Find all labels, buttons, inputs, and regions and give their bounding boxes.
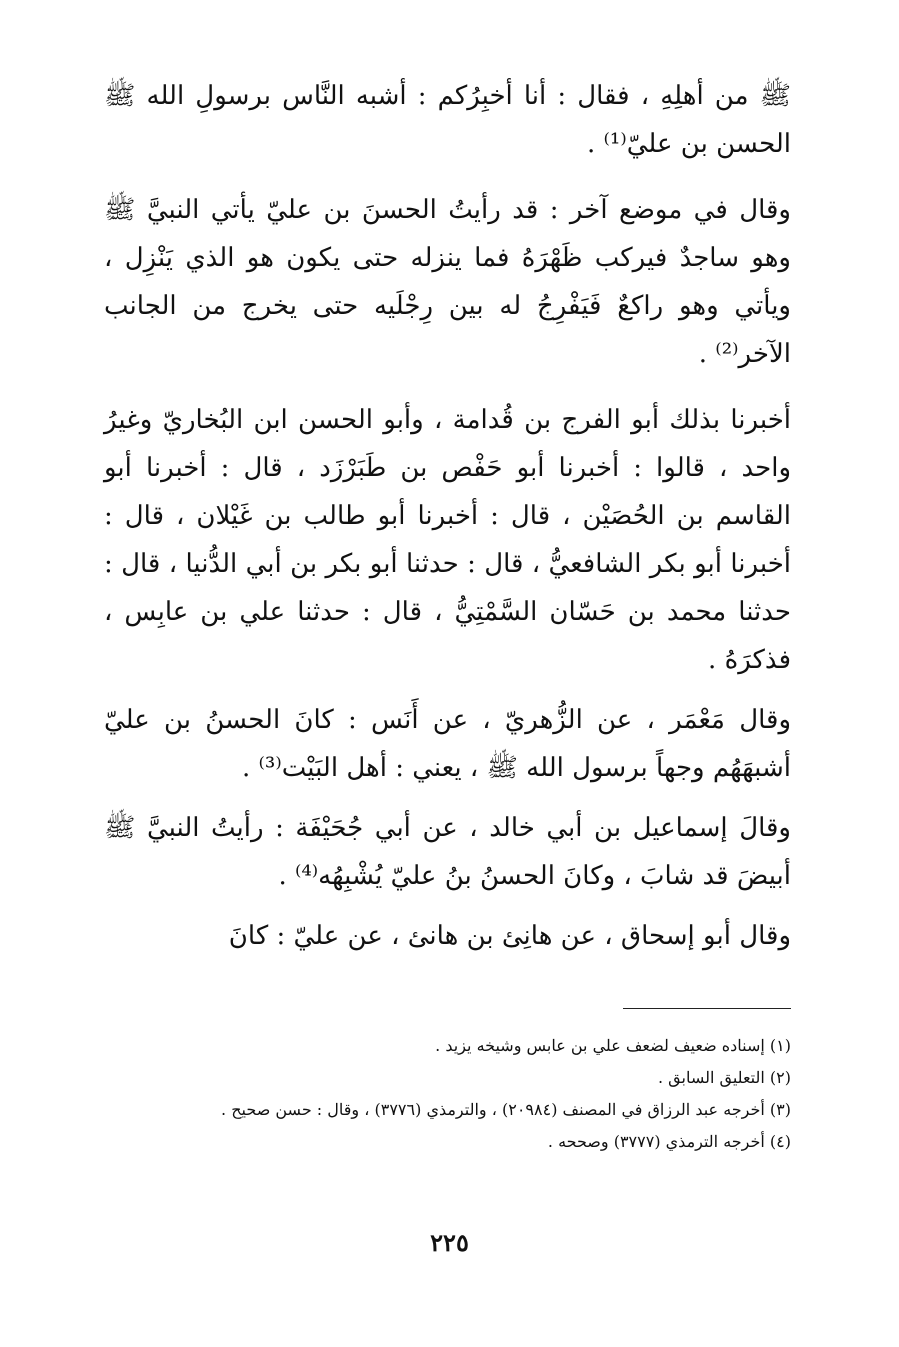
paragraph: وقال أبو إسحاق ، عن هانِئ بن هانئ ، عن عليّ : كانَ bbox=[228, 921, 791, 951]
paragraph: أخبرنا بذلك أبو الفرج بن قُدامة ، وأبو الحسن ابن البُخاريّ وغيرُ واحد ، قالوا : أخبرنا أبو حَفْص بن طَبَرْزَد ، قال : أخبرنا أبو القاسم بن الحُصَيْن ، قال : أخبرنا أبو طالب بن غَيْلان ، قال : أخبرنا أبو بكر الشافعيُّ ، قال : حدثنا أبو بكر بن أبي الدُّنيا ، قال : حدثنا محمد بن حَسّان السَّمْتِيُّ ، قال : حدثنا علي بن عابِس ، فذكرَهُ . bbox=[104, 405, 791, 675]
footnote: (٢) التعليق السابق . bbox=[657, 1068, 791, 1087]
footnote-divider bbox=[623, 1008, 791, 1009]
paragraph: ﷺ من أهلِهِ ، فقال : أنا أخبِرُكم : أشبه النَّاس برسولِ الله ﷺ الحسن بن عليّ⁽¹⁾ . bbox=[104, 81, 791, 159]
footnote: (٤) أخرجه الترمذي (٣٧٧٧) وصححه . bbox=[547, 1132, 791, 1151]
main-text bbox=[104, 72, 791, 960]
footnotes bbox=[104, 1032, 791, 1160]
footnote: (١) إسناده ضعيف لضعف علي بن عابس وشيخه يزيد . bbox=[435, 1036, 791, 1055]
footnote: (٣) أخرجه عبد الرزاق في المصنف (٢٠٩٨٤) ، والترمذي (٣٧٧٦) ، وقال : حسن صحيح . bbox=[221, 1100, 791, 1119]
paragraph: وقال في موضع آخر : قد رأيتُ الحسنَ بن عليّ يأتي النبيَّ ﷺ وهو ساجدٌ فيركب ظَهْرَهُ فما ينزله حتى يكون هو الذي يَنْزِل ، ويأتي وهو راكعٌ فَيَفْرِجُ له بين رِجْلَيه حتى يخرج من الجانب الآخر⁽²⁾ . bbox=[104, 195, 791, 369]
page-number: ٢٢٥ bbox=[430, 1228, 469, 1257]
paragraph: وقالَ إسماعيل بن أبي خالد ، عن أبي جُحَيْفَة : رأيتُ النبيَّ ﷺ أبيضَ قد شابَ ، وكانَ الحسنُ بنُ عليّ يُشْبِهُه⁽⁴⁾ . bbox=[104, 813, 791, 891]
paragraph: وقال مَعْمَر ، عن الزُّهريّ ، عن أَنَس : كانَ الحسنُ بن عليّ أشبهَهُم وجهاً برسول الله ﷺ ، يعني : أهل البَيْت⁽³⁾ . bbox=[104, 705, 791, 783]
